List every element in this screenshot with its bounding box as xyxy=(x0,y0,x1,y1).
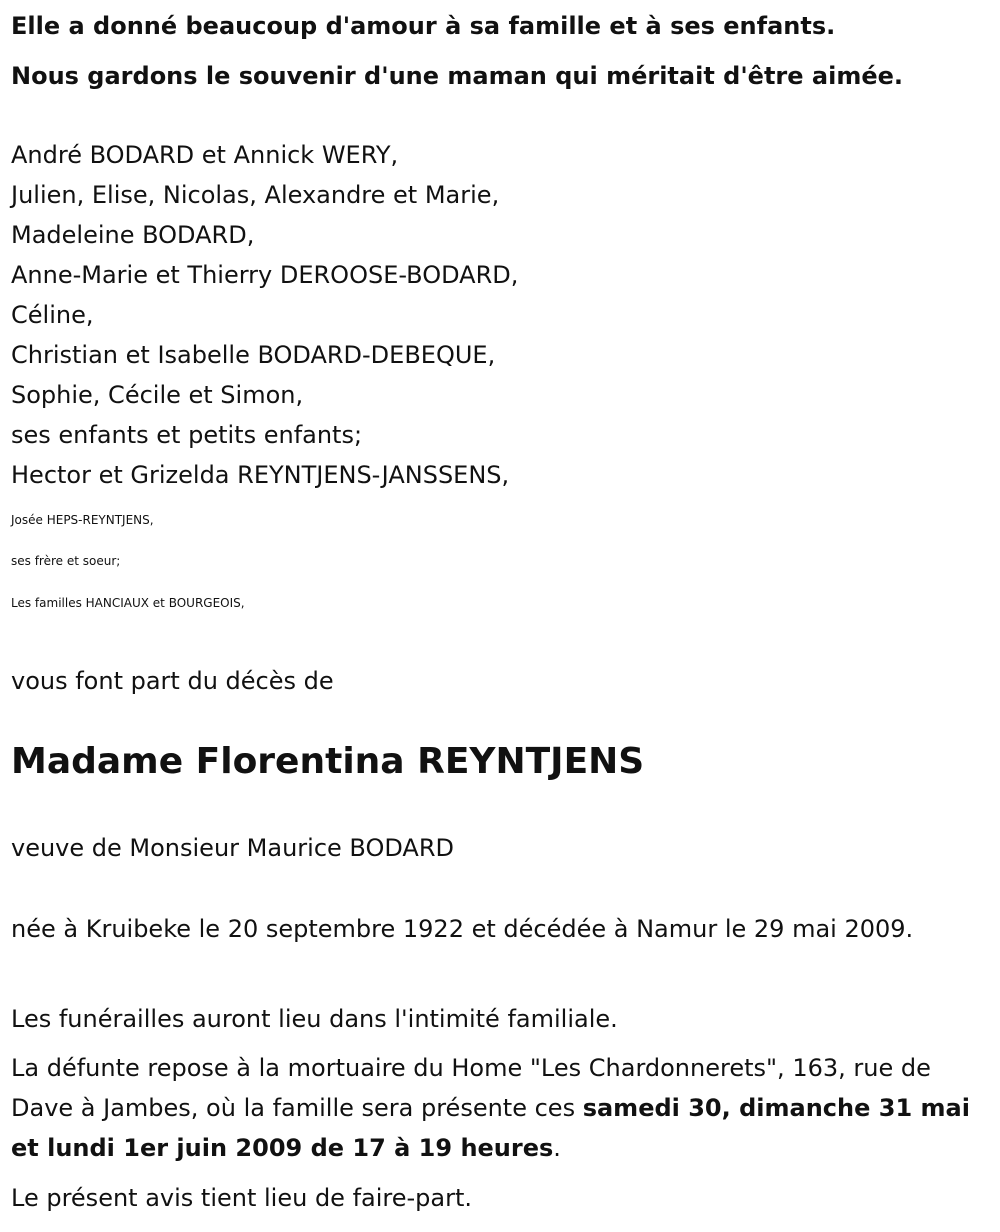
family-line-small: Les familles HANCIAUX et BOURGEOIS, xyxy=(11,596,245,610)
family-line: Céline, xyxy=(11,301,94,329)
family-line: André BODARD et Annick WERY, xyxy=(11,141,399,169)
birth-death-text: née à Kruibeke le 20 septembre 1922 et décédée à Namur le 29 mai 2009. xyxy=(11,915,914,943)
intro-line-1: Elle a donné beaucoup d'amour à sa famille et à ses enfants. xyxy=(11,12,836,40)
family-line: Anne-Marie et Thierry DEROOSE-BODARD, xyxy=(11,261,519,289)
widow-of-text: veuve de Monsieur Maurice BODARD xyxy=(11,834,454,862)
family-line-small: Josée HEPS-REYNTJENS, xyxy=(11,513,154,527)
family-line-small: ses frère et soeur; xyxy=(11,554,121,568)
family-line: Madeleine BODARD, xyxy=(11,221,255,249)
funeral-text: Les funérailles auront lieu dans l'intimité familiale. xyxy=(11,1005,618,1033)
repose-text: La défunte repose à la mortuaire du Home "Les Chardonnerets", 163, rue de Dave à Jambes, où la famille sera présente ces xyxy=(11,1054,931,1122)
repose-paragraph xyxy=(11,1048,986,1168)
announce-text: vous font part du décès de xyxy=(11,667,334,695)
family-line: Christian et Isabelle BODARD-DEBEQUE, xyxy=(11,341,496,369)
deceased-name: Madame Florentina REYNTJENS xyxy=(11,741,645,782)
intro-line-2: Nous gardons le souvenir d'une maman qui méritait d'être aimée. xyxy=(11,62,903,90)
repose-end: . xyxy=(553,1134,561,1162)
visiting-hours: samedi 30, dimanche 31 mai et lundi 1er juin 2009 de 17 à 19 heures xyxy=(11,1094,970,1162)
family-line: Sophie, Cécile et Simon, xyxy=(11,381,304,409)
family-line: Julien, Elise, Nicolas, Alexandre et Marie, xyxy=(11,181,500,209)
notice-text: Le présent avis tient lieu de faire-part. xyxy=(11,1184,473,1212)
family-line: Hector et Grizelda REYNTJENS-JANSSENS, xyxy=(11,461,510,489)
family-line: ses enfants et petits enfants; xyxy=(11,421,363,449)
